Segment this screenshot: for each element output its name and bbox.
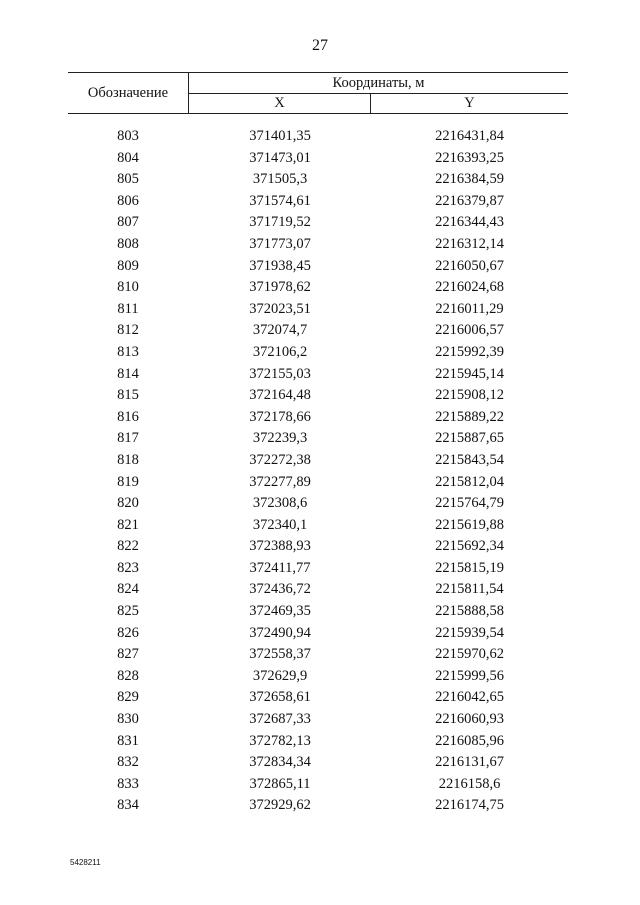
cell-y: 2215764,79 <box>435 495 504 512</box>
table-row <box>0 709 640 731</box>
cell-y: 2215908,12 <box>435 387 504 404</box>
cell-y: 2215619,88 <box>435 516 504 533</box>
cell-designation: 803 <box>117 128 139 144</box>
cell-x: 372629,9 <box>252 667 308 684</box>
table-row <box>0 644 640 666</box>
cell-y: 2216050,67 <box>435 257 504 274</box>
table-row <box>0 320 640 342</box>
cell-designation: 834 <box>117 797 139 814</box>
header-coordinates: Координаты, м <box>332 75 425 91</box>
table-row <box>0 169 640 191</box>
cell-designation: 813 <box>117 343 139 360</box>
cell-designation: 831 <box>117 732 139 749</box>
table-row <box>0 299 640 321</box>
cell-y: 2215812,04 <box>435 473 504 490</box>
table-row <box>0 666 640 688</box>
cell-designation: 807 <box>117 214 139 231</box>
cell-y: 2215970,62 <box>435 646 504 663</box>
page-number: 27 <box>312 37 328 54</box>
cell-designation: 810 <box>117 279 139 296</box>
cell-y: 2215999,56 <box>435 667 504 684</box>
cell-designation: 830 <box>117 711 139 728</box>
cell-x: 371773,07 <box>249 235 311 252</box>
table-row <box>0 191 640 213</box>
cell-y: 2215843,54 <box>435 451 504 468</box>
cell-x: 371401,35 <box>249 128 311 144</box>
cell-designation: 818 <box>117 451 139 468</box>
cell-designation: 812 <box>117 322 139 339</box>
cell-x: 371574,61 <box>249 192 311 209</box>
table-header <box>68 72 568 114</box>
cell-x: 372490,94 <box>249 624 311 641</box>
table-row <box>0 493 640 515</box>
cell-y: 2215889,22 <box>435 408 504 425</box>
cell-designation: 817 <box>117 430 139 447</box>
cell-y: 2216042,65 <box>435 689 504 706</box>
cell-y: 2216158,6 <box>438 775 501 792</box>
cell-x: 372658,61 <box>249 689 311 706</box>
table-row <box>0 795 640 817</box>
table-row <box>0 731 640 753</box>
cell-x: 371978,62 <box>249 279 311 296</box>
header-designation: Обозначение <box>87 84 169 101</box>
footer-code: 5428211 <box>70 858 101 867</box>
cell-designation: 829 <box>117 689 139 706</box>
cell-x: 372164,48 <box>249 387 311 404</box>
table-row <box>0 450 640 472</box>
cell-x: 372929,62 <box>249 797 311 814</box>
cell-x: 372469,35 <box>249 603 311 620</box>
cell-x: 372239,3 <box>252 430 308 447</box>
cell-y: 2215945,14 <box>435 365 504 382</box>
cell-designation: 815 <box>117 387 139 404</box>
table-row <box>0 687 640 709</box>
cell-designation: 820 <box>117 495 139 512</box>
cell-designation: 808 <box>117 235 139 252</box>
cell-x: 372308,6 <box>252 495 308 512</box>
cell-x: 372388,93 <box>249 538 311 555</box>
table-row <box>0 774 640 796</box>
cell-y: 2215939,54 <box>435 624 504 641</box>
cell-x: 372106,2 <box>252 343 308 360</box>
cell-designation: 826 <box>117 624 139 641</box>
cell-designation: 827 <box>117 646 139 663</box>
cell-y: 2215811,54 <box>435 581 504 598</box>
table-row <box>0 558 640 580</box>
cell-designation: 824 <box>117 581 139 598</box>
cell-designation: 809 <box>117 257 139 274</box>
cell-y: 2216312,14 <box>435 235 504 252</box>
cell-x: 371938,45 <box>249 257 311 274</box>
cell-y: 2215887,65 <box>435 430 504 447</box>
table-row <box>0 126 640 148</box>
table-row <box>0 385 640 407</box>
cell-x: 371719,52 <box>249 214 311 231</box>
cell-x: 372834,34 <box>249 754 311 771</box>
cell-designation: 811 <box>117 300 139 317</box>
cell-designation: 828 <box>117 667 139 684</box>
table-row <box>0 277 640 299</box>
cell-x: 372865,11 <box>249 775 311 792</box>
header-x: X <box>274 95 285 111</box>
table-row <box>0 407 640 429</box>
cell-y: 2216006,57 <box>435 322 504 339</box>
table-row <box>0 515 640 537</box>
cell-y: 2215692,34 <box>435 538 504 555</box>
cell-y: 2216431,84 <box>435 128 504 144</box>
cell-y: 2215815,19 <box>435 559 504 576</box>
cell-designation: 825 <box>117 603 139 620</box>
cell-x: 372277,89 <box>249 473 311 490</box>
cell-x: 372272,38 <box>249 451 311 468</box>
cell-designation: 814 <box>117 365 139 382</box>
cell-y: 2216060,93 <box>435 711 504 728</box>
cell-x: 371505,3 <box>252 171 308 188</box>
cell-designation: 804 <box>117 149 139 166</box>
cell-x: 372340,1 <box>252 516 308 533</box>
cell-x: 372023,51 <box>249 300 311 317</box>
table-row <box>0 148 640 170</box>
cell-y: 2216024,68 <box>435 279 504 296</box>
cell-x: 372178,66 <box>249 408 311 425</box>
cell-y: 2216393,25 <box>435 149 504 166</box>
table-row <box>0 579 640 601</box>
cell-designation: 821 <box>117 516 139 533</box>
cell-y: 2215888,58 <box>435 603 504 620</box>
table-body <box>0 126 640 817</box>
cell-y: 2216085,96 <box>435 732 504 749</box>
table-row <box>0 342 640 364</box>
cell-designation: 806 <box>117 192 139 209</box>
table-row <box>0 234 640 256</box>
table-row <box>0 536 640 558</box>
cell-x: 372074,7 <box>252 322 308 339</box>
cell-designation: 823 <box>117 559 139 576</box>
table-row <box>0 623 640 645</box>
cell-designation: 832 <box>117 754 139 771</box>
table-row <box>0 364 640 386</box>
header-y: Y <box>464 95 475 111</box>
cell-x: 372687,33 <box>249 711 311 728</box>
cell-y: 2216379,87 <box>435 192 504 209</box>
cell-designation: 822 <box>117 538 139 555</box>
cell-x: 372782,13 <box>249 732 311 749</box>
cell-designation: 833 <box>117 775 139 792</box>
cell-x: 371473,01 <box>249 149 311 166</box>
table-row <box>0 256 640 278</box>
cell-y: 2216011,29 <box>435 300 504 317</box>
table-row <box>0 752 640 774</box>
cell-y: 2216344,43 <box>435 214 504 231</box>
cell-designation: 805 <box>117 171 139 188</box>
cell-x: 372558,37 <box>249 646 311 663</box>
table-row <box>0 472 640 494</box>
cell-y: 2216131,67 <box>435 754 504 771</box>
cell-x: 372411,77 <box>249 559 311 576</box>
cell-designation: 819 <box>117 473 139 490</box>
table-row <box>0 428 640 450</box>
cell-y: 2216384,59 <box>435 171 504 188</box>
cell-x: 372436,72 <box>249 581 311 598</box>
cell-x: 372155,03 <box>249 365 311 382</box>
cell-y: 2215992,39 <box>435 343 504 360</box>
cell-designation: 816 <box>117 408 139 425</box>
table-row <box>0 212 640 234</box>
table-row <box>0 601 640 623</box>
cell-y: 2216174,75 <box>435 797 504 814</box>
